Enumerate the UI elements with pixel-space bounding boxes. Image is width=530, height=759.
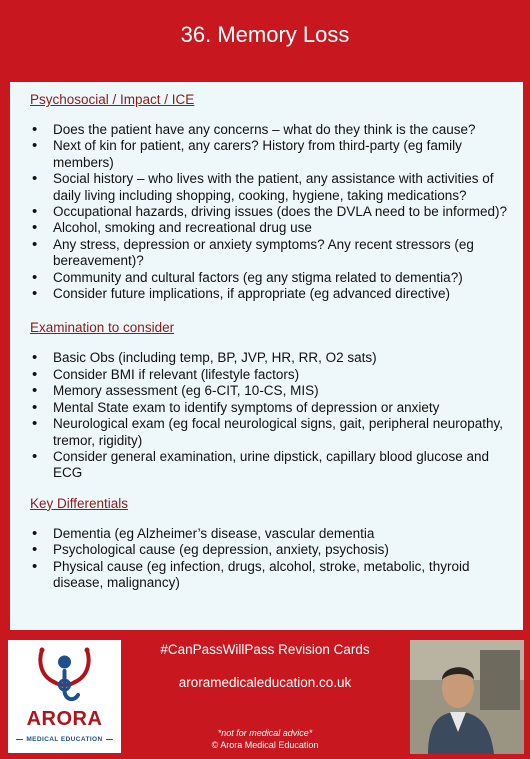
section-heading-examination: Examination to consider	[30, 320, 175, 336]
list-item: • Memory assessment (eg 6-CIT, 10-CS, MIS)	[20, 383, 513, 399]
list-item: • Dementia (eg Alzheimer’s disease, vascular dementia	[20, 526, 513, 542]
logo-subtitle: MEDICAL EDUCATION	[8, 736, 121, 743]
list-item: • Neurological exam (eg focal neurological signs, gait, peripheral neuropathy, tremor, rigidity)	[20, 416, 513, 449]
section-heading-psychosocial: Psychosocial / Impact / ICE	[30, 92, 195, 107]
list-item: • Psychological cause (eg depression, anxiety, psychosis)	[20, 542, 513, 558]
list-item: • Next of kin for patient, any carers? History from third-party (eg family members)	[20, 138, 513, 171]
logo-wordmark: ARORA	[26, 708, 103, 730]
list-item: • Consider general examination, urine dipstick, capillary blood glucose and ECG	[20, 449, 513, 482]
differentials-list	[20, 526, 513, 592]
arora-logo	[8, 640, 121, 753]
footer-copyright: © Arora Medical Education	[211, 740, 319, 750]
psychosocial-list	[20, 122, 513, 302]
list-item: • Occupational hazards, driving issues (does the DVLA need to be informed)?	[20, 204, 513, 220]
author-photo	[410, 640, 524, 754]
footer-disclaimer: *not for medical advice*	[217, 728, 313, 738]
list-item: • Does the patient have any concerns – what do they think is the cause?	[20, 122, 513, 138]
person-photo-icon	[410, 640, 524, 754]
footer	[0, 630, 530, 759]
list-item: • Consider BMI if relevant (lifestyle factors)	[20, 367, 513, 383]
list-item: • Any stress, depression or anxiety symptoms? Any recent stressors (eg bereavement)?	[20, 237, 513, 270]
footer-hashtag: #CanPassWillPass Revision Cards	[160, 642, 370, 657]
examination-list	[20, 350, 513, 481]
list-item: • Mental State exam to identify symptoms of depression or anxiety	[20, 400, 513, 416]
content-card	[10, 82, 523, 630]
list-item: • Social history – who lives with the patient, any assistance with activities of daily living including shopping, cooking, hygiene, taking medications?	[20, 171, 513, 204]
footer-website-link[interactable]: aroramedicaleducation.co.uk	[178, 675, 352, 690]
list-item: • Alcohol, smoking and recreational drug use	[20, 220, 513, 236]
list-item: • Consider future implications, if appropriate (eg advanced directive)	[20, 286, 513, 302]
list-item: • Community and cultural factors (eg any stigma related to dementia?)	[20, 270, 513, 286]
stethoscope-person-icon	[8, 640, 121, 710]
list-item: • Basic Obs (including temp, BP, JVP, HR, RR, O2 sats)	[20, 350, 513, 366]
list-item: • Physical cause (eg infection, drugs, alcohol, stroke, metabolic, thyroid disease, malignancy)	[20, 559, 513, 592]
section-heading-differentials: Key Differentials	[30, 495, 129, 511]
card-title: 36. Memory Loss	[180, 22, 350, 47]
